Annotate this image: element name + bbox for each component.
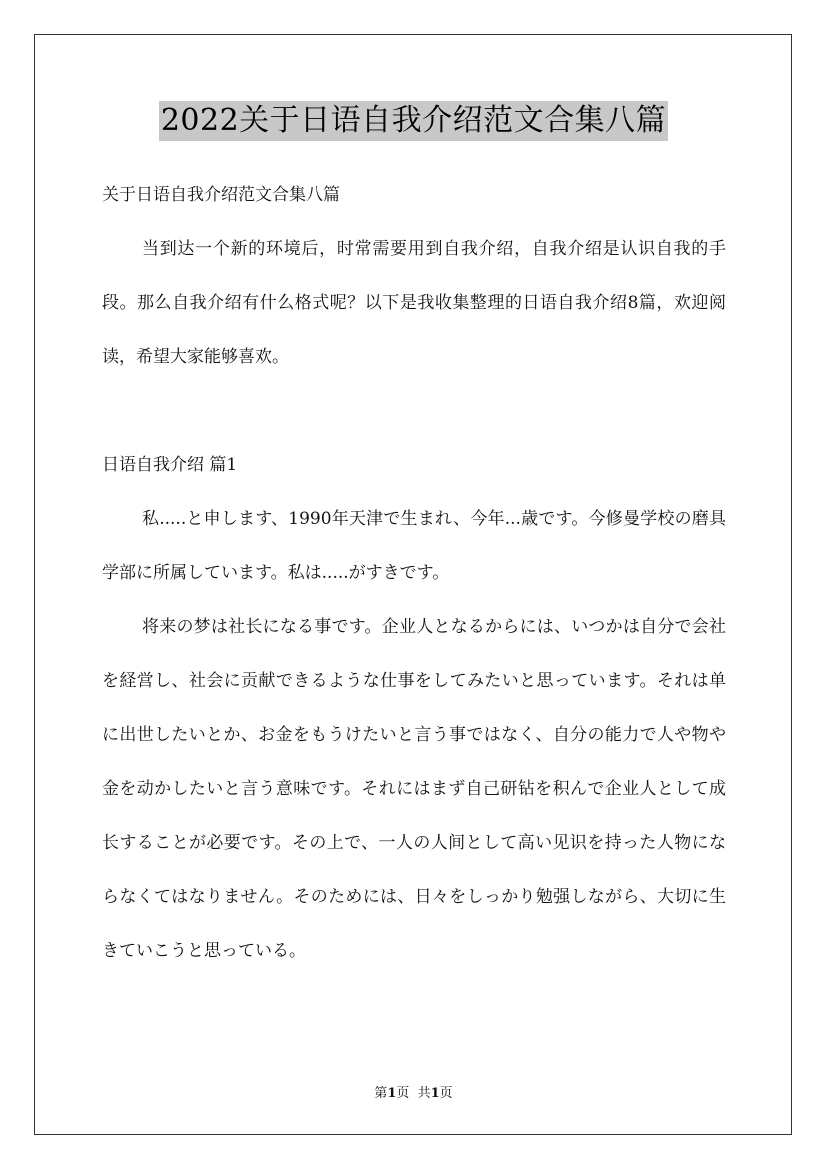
footer-total-pages: 1 (430, 1086, 440, 1101)
page-footer (0, 1082, 827, 1101)
body-paragraph: 将来の梦は社长になる事です。企业人となるからには、いつかは自分で会社を経営し、社会に贡献できるような仕事をしてみたいと思っています。それは单に出世したいとか、お金をもうけたいと言う事ではなく、自分の能力で人や物や金を动かしたいと言う意味です。それにはまず自己研钻を积んで企业人として成长することが必要です。その上で、一人の人间として高い见识を持った人物にならなくてはなりません。そのためには、日々をしっかり勉强しながら、大切に生きていこうと思っている。 (102, 617, 726, 961)
footer-page-number: 1 (387, 1086, 397, 1101)
body-paragraph: 私.....と申します、1990年天津で生まれ、今年...歳です。今修曼学校の磨具学部に所属しています。私は.....がすきです。 (102, 509, 726, 583)
intro-paragraph: 当到达一个新的环境后，时常需要用到自我介绍，自我介绍是认识自我的手段。那么自我介绍有什么格式呢？以下是我收集整理的日语自我介绍8篇，欢迎阅读，希望大家能够喜欢。 (102, 239, 726, 367)
title-container (0, 101, 827, 141)
footer-label-pre: 第 (374, 1086, 388, 1101)
section-heading: 日语自我介绍 篇1 (102, 455, 238, 475)
footer-label-post: 页 (439, 1086, 453, 1101)
document-subtitle: 关于日语自我介绍范文合集八篇 (102, 185, 340, 205)
document-title: 2022关于日语自我介绍范文合集八篇 (159, 101, 668, 141)
intro-section (102, 222, 726, 384)
body-section (102, 492, 726, 978)
footer-label-mid: 页 共 (396, 1086, 431, 1101)
